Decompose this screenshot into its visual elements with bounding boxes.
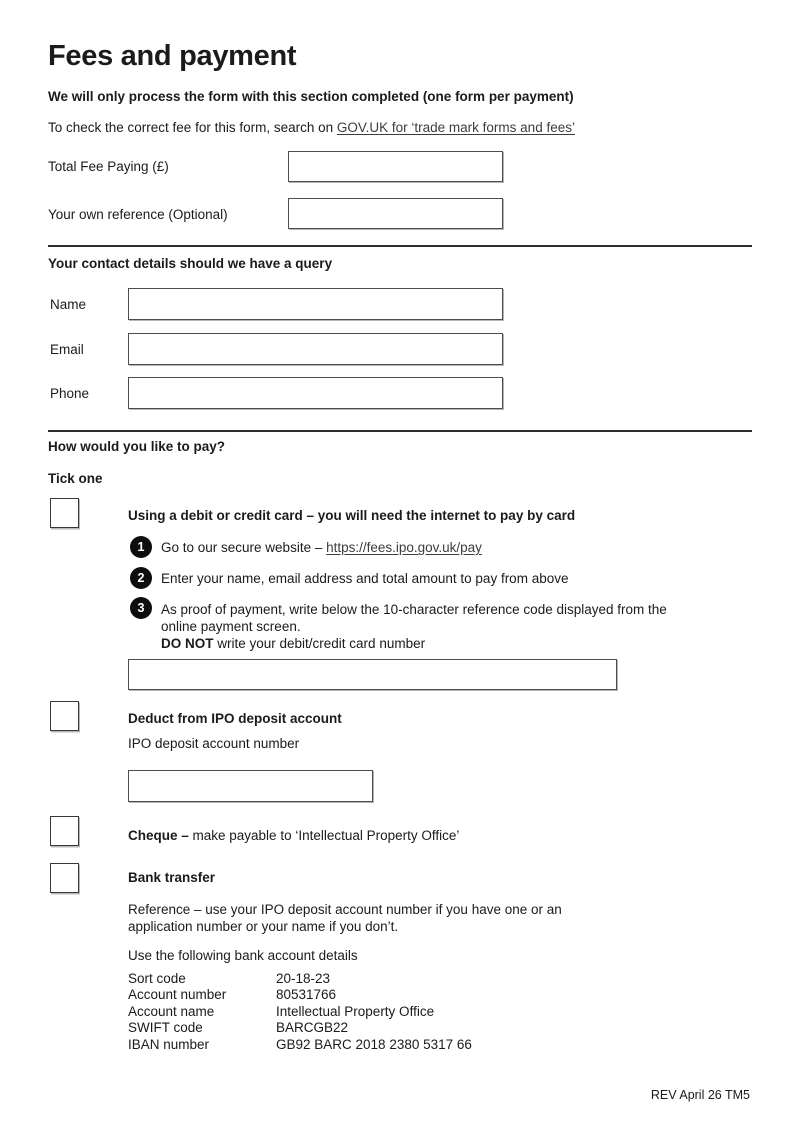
cheque-text: make payable to ‘Intellectual Property Office’ <box>188 828 460 843</box>
deposit-account-number-input[interactable] <box>128 770 373 802</box>
card-payment-heading: Using a debit or credit card – you will need the internet to pay by card <box>128 508 576 523</box>
bank-details-table <box>128 971 472 1053</box>
bank-transfer-checkbox[interactable] <box>50 863 79 893</box>
step-3-body: As proof of payment, write below the 10-character reference code displayed from the online payment screen. <box>161 602 667 634</box>
step-3-text <box>161 601 683 652</box>
gov-uk-fees-link[interactable]: GOV.UK for ‘trade mark forms and fees’ <box>336 120 575 135</box>
phone-input[interactable] <box>128 377 503 409</box>
section-divider <box>48 430 752 432</box>
do-not-bold: DO NOT <box>161 636 214 651</box>
bank-detail-value: 80531766 <box>276 987 337 1003</box>
page-title: Fees and payment <box>48 40 297 72</box>
step-1-text <box>161 540 482 555</box>
phone-label: Phone <box>50 386 90 401</box>
bank-detail-value: GB92 BARC 2018 2380 5317 66 <box>276 1036 472 1052</box>
bank-use-details-label: Use the following bank account details <box>128 948 358 963</box>
cheque-line <box>128 828 459 843</box>
deposit-account-checkbox[interactable] <box>50 701 79 731</box>
form-revision-label: REV April 26 TM5 <box>650 1088 750 1102</box>
bank-detail-row <box>128 1037 472 1053</box>
bank-detail-value: 20-18-23 <box>276 971 331 986</box>
bank-detail-row <box>128 1004 472 1020</box>
bank-detail-label: Sort code <box>128 971 186 986</box>
deposit-heading: Deduct from IPO deposit account <box>128 711 342 726</box>
payment-heading: How would you like to pay? <box>48 439 226 454</box>
name-input[interactable] <box>128 288 503 320</box>
cheque-bold: Cheque – <box>128 828 189 843</box>
deposit-account-number-label: IPO deposit account number <box>128 736 300 751</box>
contact-heading: Your contact details should we have a query <box>48 256 333 271</box>
own-reference-label: Your own reference (Optional) <box>48 207 228 222</box>
bank-detail-row <box>128 1020 472 1036</box>
email-label: Email <box>50 342 84 357</box>
bank-detail-label: IBAN number <box>128 1036 210 1052</box>
card-payment-checkbox[interactable] <box>50 498 79 528</box>
fees-ipo-pay-link[interactable]: https://fees.ipo.gov.uk/pay <box>326 540 482 555</box>
name-label: Name <box>50 297 87 312</box>
total-fee-input[interactable] <box>288 151 503 182</box>
email-input[interactable] <box>128 333 503 365</box>
cheque-checkbox[interactable] <box>50 816 79 846</box>
bank-detail-label: SWIFT code <box>128 1020 203 1036</box>
step-2-badge: 2 <box>130 567 152 589</box>
bank-transfer-reference-note: Reference – use your IPO deposit account number if you have one or an application number or your name if you don’t. <box>128 902 562 934</box>
fee-check-text: To check the correct fee for this form, search on <box>48 120 337 135</box>
bank-detail-value: Intellectual Property Office <box>276 1003 435 1019</box>
intro-note: We will only process the form with this section completed (one form per payment) <box>48 89 574 104</box>
bank-transfer-heading: Bank transfer <box>128 870 216 885</box>
do-not-rest: write your debit/credit card number <box>213 636 426 651</box>
total-fee-label: Total Fee Paying (£) <box>48 159 169 174</box>
bank-detail-row <box>128 971 472 987</box>
bank-detail-label: Account name <box>128 1003 215 1019</box>
bank-detail-row <box>128 987 472 1003</box>
bank-detail-value: BARCGB22 <box>276 1020 349 1036</box>
step-3-warning <box>161 635 683 652</box>
payment-reference-code-input[interactable] <box>128 659 617 690</box>
step-1-badge: 1 <box>130 536 152 558</box>
step-1-prefix: Go to our secure website – <box>161 540 327 555</box>
tick-one-label: Tick one <box>48 471 103 486</box>
section-divider <box>48 245 752 247</box>
step-2-text: Enter your name, email address and total amount to pay from above <box>161 571 569 586</box>
own-reference-input[interactable] <box>288 198 503 229</box>
step-3-badge: 3 <box>130 597 152 619</box>
fee-check-line <box>48 120 575 135</box>
bank-detail-label: Account number <box>128 987 227 1003</box>
